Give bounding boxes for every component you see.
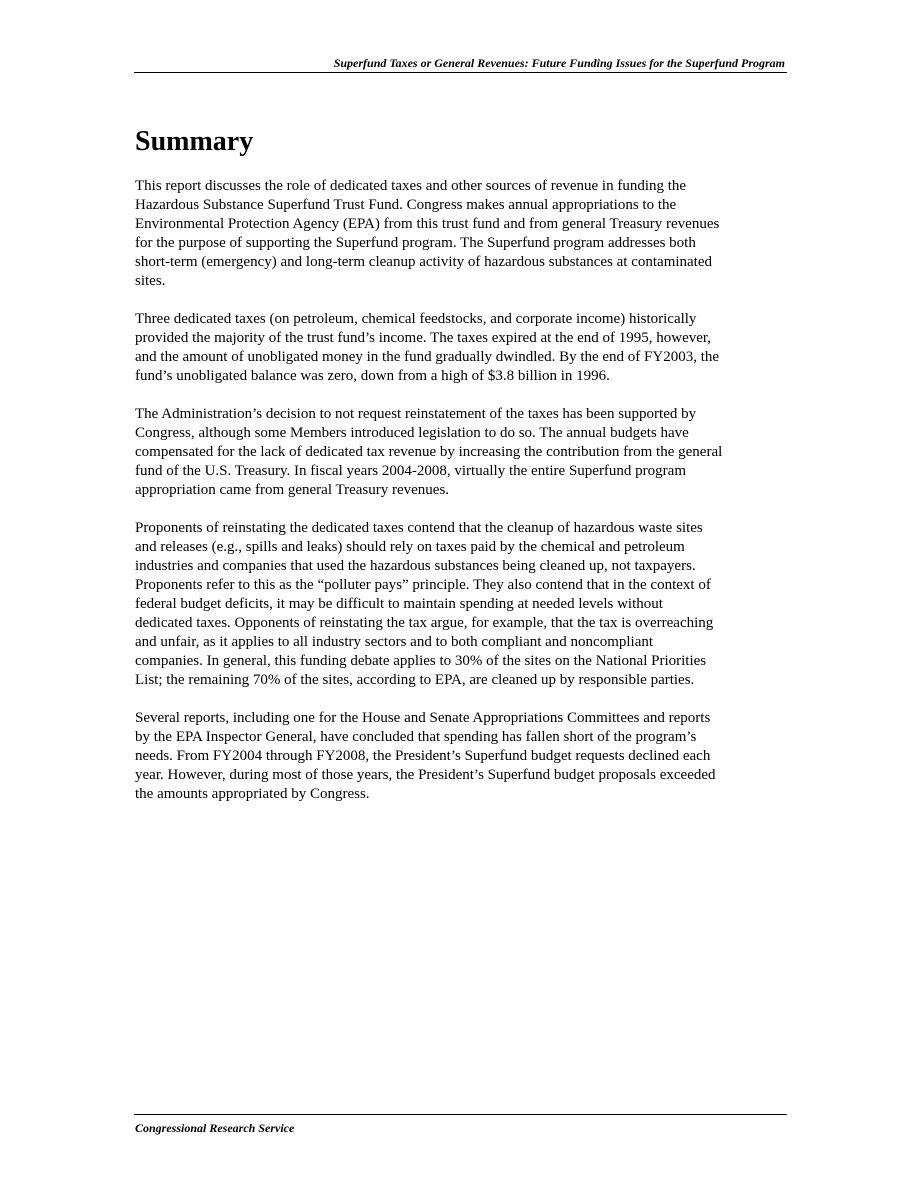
- text-line: provided the majority of the trust fund’s income. The taxes expired at the end of 1995, however,: [135, 330, 712, 346]
- text-line: fund of the U.S. Treasury. In fiscal years 2004-2008, virtually the entire Superfund program: [135, 463, 686, 479]
- summary-paragraph: [135, 519, 787, 690]
- summary-paragraph: [135, 310, 787, 386]
- text-line: Three dedicated taxes (on petroleum, chemical feedstocks, and corporate income) historically: [135, 311, 697, 327]
- text-line: and releases (e.g., spills and leaks) should rely on taxes paid by the chemical and petroleum: [135, 539, 685, 555]
- running-header: [134, 55, 787, 73]
- text-line: sites.: [135, 273, 166, 289]
- text-line: The Administration’s decision to not request reinstatement of the taxes has been supported by: [135, 406, 697, 422]
- text-line: short-term (emergency) and long-term cleanup activity of hazardous substances at contaminated: [135, 254, 713, 270]
- text-line: federal budget deficits, it may be difficult to maintain spending at needed levels without: [135, 596, 663, 612]
- text-line: and unfair, as it applies to all industry sectors and to both compliant and noncompliant: [135, 634, 654, 650]
- text-line: Congress, although some Members introduced legislation to do so. The annual budgets have: [135, 425, 689, 441]
- text-line: companies. In general, this funding debate applies to 30% of the sites on the National Priorities: [135, 653, 707, 669]
- text-line: Proponents refer to this as the “polluter pays” principle. They also contend that in the context of: [135, 577, 711, 593]
- text-line: year. However, during most of those years, the President’s Superfund budget proposals exceeded: [135, 767, 716, 783]
- text-line: Environmental Protection Agency (EPA) from this trust fund and from general Treasury revenues: [135, 216, 720, 232]
- text-line: needs. From FY2004 through FY2008, the President’s Superfund budget requests declined each: [135, 748, 711, 764]
- text-line: and the amount of unobligated money in the fund gradually dwindled. By the end of FY2003, the: [135, 349, 720, 365]
- text-line: fund’s unobligated balance was zero, down from a high of $3.8 billion in 1996.: [135, 368, 610, 384]
- text-line: appropriation came from general Treasury revenues.: [135, 482, 450, 498]
- summary-paragraph: [135, 709, 787, 804]
- running-header-title: Superfund Taxes or General Revenues: Future Funding Issues for the Superfund Program: [333, 56, 785, 70]
- text-line: by the EPA Inspector General, have concluded that spending has fallen short of the program’s: [135, 729, 697, 745]
- footer-organization: Congressional Research Service: [135, 1121, 295, 1135]
- text-line: Proponents of reinstating the dedicated taxes contend that the cleanup of hazardous waste sites: [135, 520, 703, 536]
- text-line: dedicated taxes. Opponents of reinstating the tax argue, for example, that the tax is overreaching: [135, 615, 714, 631]
- text-line: industries and companies that used the hazardous substances being cleaned up, not taxpayers.: [135, 558, 696, 574]
- running-footer: [134, 1114, 787, 1135]
- summary-paragraph: [135, 177, 787, 291]
- text-line: compensated for the lack of dedicated tax revenue by increasing the contribution from the general: [135, 444, 723, 460]
- text-line: This report discusses the role of dedicated taxes and other sources of revenue in funding the: [135, 178, 687, 194]
- text-line: the amounts appropriated by Congress.: [135, 786, 370, 802]
- summary-body: [135, 177, 787, 823]
- text-line: Several reports, including one for the House and Senate Appropriations Committees and reports: [135, 710, 711, 726]
- summary-paragraph: [135, 405, 787, 500]
- page-title: Summary: [135, 126, 254, 157]
- text-line: List; the remaining 70% of the sites, according to EPA, are cleaned up by responsible parties.: [135, 672, 695, 688]
- text-line: Hazardous Substance Superfund Trust Fund. Congress makes annual appropriations to the: [135, 197, 677, 213]
- text-line: for the purpose of supporting the Superfund program. The Superfund program addresses both: [135, 235, 696, 251]
